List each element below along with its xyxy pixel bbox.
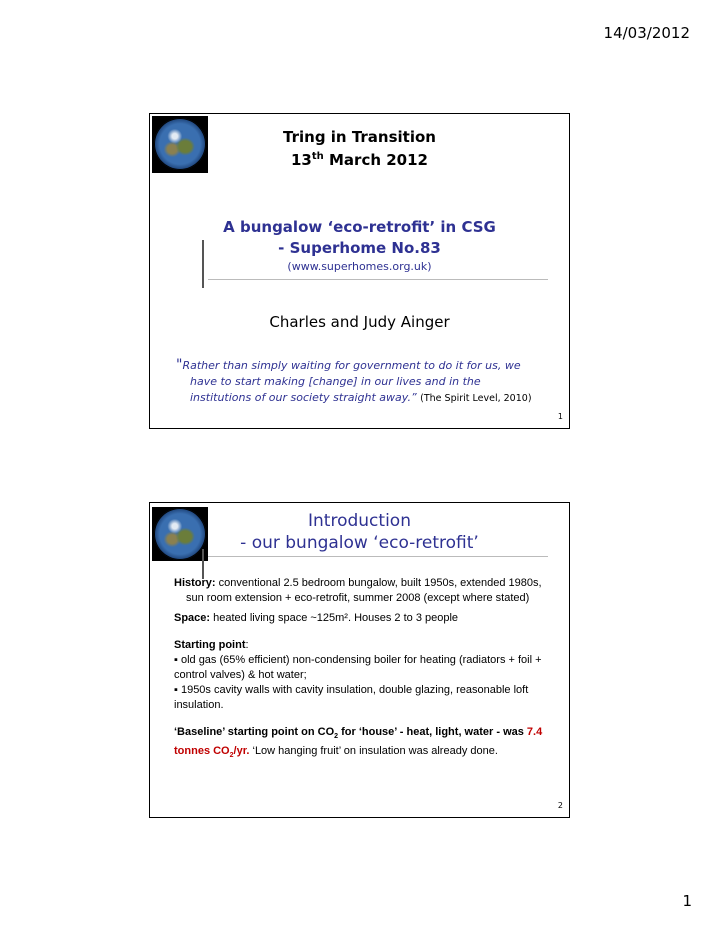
slide-2-body	[174, 576, 559, 768]
authors: Charles and Judy Ainger	[269, 313, 450, 331]
slide-1-title: Tring in Transition	[283, 128, 436, 146]
slide-2-title: Introduction	[308, 511, 411, 531]
bullet-walls: ▪ 1950s cavity walls with cavity insulation, double glazing, reasonable loft insulation.	[174, 684, 529, 711]
slide-1-date: 13th March 2012	[291, 151, 428, 169]
slide-1-subtitle-2: - Superhome No.83	[278, 239, 441, 257]
bullet-boiler: ▪ old gas (65% efficient) non-condensing boiler for heating (radiators + foil + control valves) & hot water;	[174, 654, 542, 681]
page-date: 14/03/2012	[603, 24, 690, 42]
slide-number: 1	[557, 412, 563, 421]
baseline-paragraph: ‘Baseline’ starting point on $CO_2$ for ‘house’ - heat, light, water - was 7.4 tonnes $CO_2/yr$. ‘Low hanging fruit’ on insulation was already done.	[174, 726, 543, 760]
starting-point-heading: Starting point:	[174, 639, 249, 651]
decorative-vertical-line	[202, 549, 204, 579]
quote: "Rather than simply waiting for government to do it for us, we have to start making [change] in our lives and in the institutions of our society straight away.” (The Spirit Level, 2010)	[176, 357, 532, 404]
slide-1-subtitle: A bungalow ‘eco-retrofit’ in CSG	[223, 218, 496, 236]
history-paragraph: History: conventional 2.5 bedroom bungalow, built 1950s, extended 1980s, sun room extension + eco-retrofit, summer 2008 (except where stated)	[174, 577, 542, 604]
slide-1	[149, 113, 570, 429]
slide-number: 2	[557, 801, 563, 810]
decorative-horizontal-line	[208, 556, 548, 557]
page-number: 1	[682, 892, 692, 910]
superhomes-url: (www.superhomes.org.uk)	[287, 260, 432, 273]
slide-2-subtitle: - our bungalow ‘eco-retrofit’	[240, 533, 479, 553]
quote-source: (The Spirit Level, 2010)	[420, 393, 532, 404]
slide-2	[149, 502, 570, 818]
space-paragraph: Space: heated living space ~125m². Houses 2 to 3 people	[174, 612, 459, 624]
decorative-horizontal-line	[208, 279, 548, 280]
